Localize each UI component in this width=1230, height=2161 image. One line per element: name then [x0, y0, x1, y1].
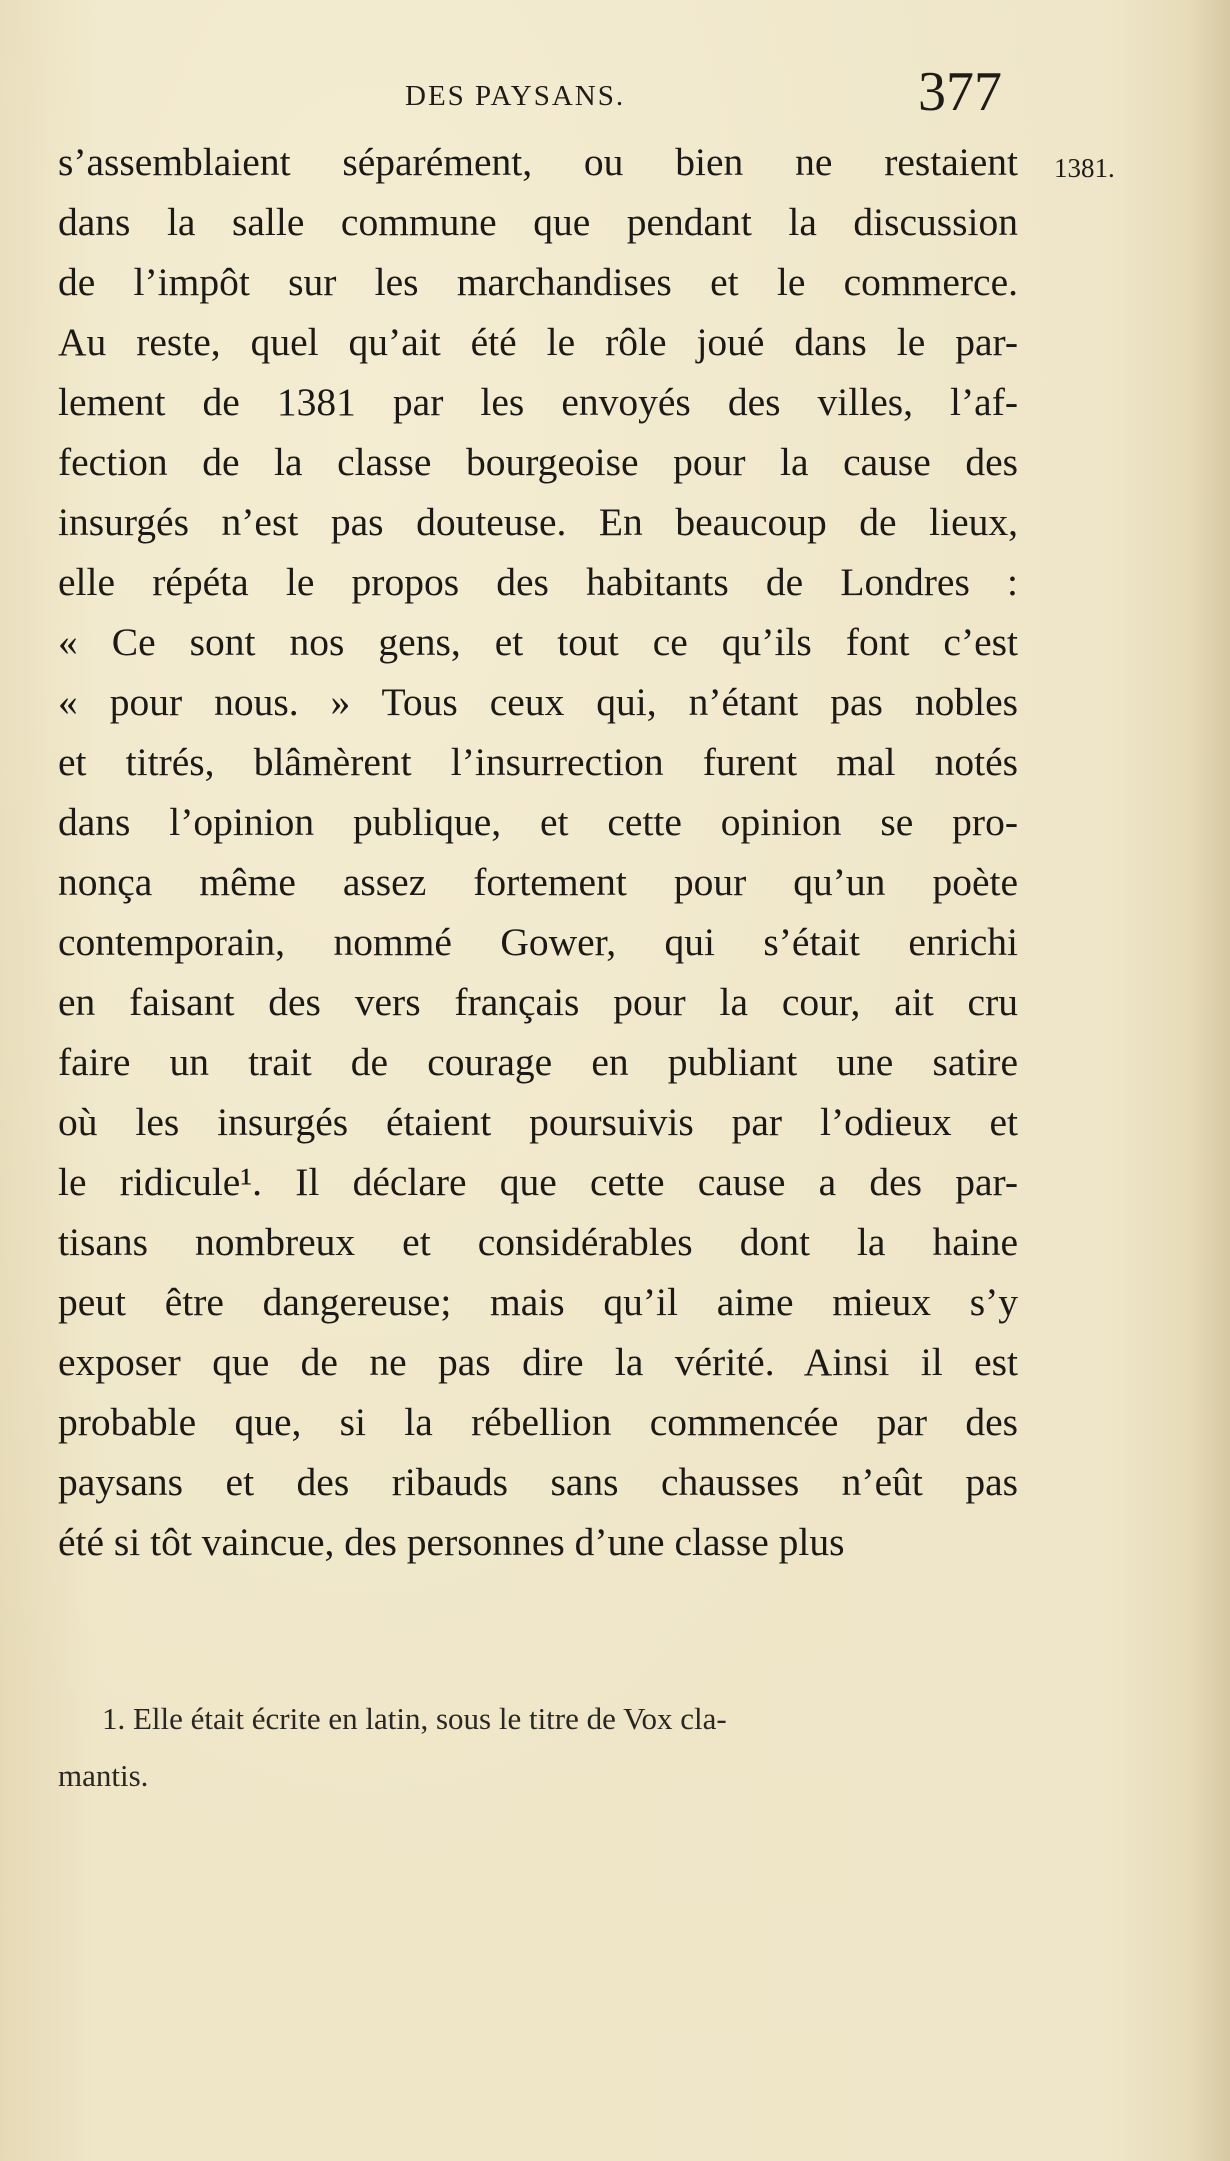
margin-date-note: 1381. [1054, 153, 1115, 183]
page-edge-shadow [1190, 0, 1230, 2161]
text-line: « Ce sont nos gens, et tout ce qu’ils font c’est [58, 620, 1018, 664]
text-line: s’assemblaient séparément, ou bien ne restaient [58, 140, 1018, 184]
text-line: insurgés n’est pas douteuse. En beaucoup de lieux, [58, 500, 1018, 544]
text-line: lement de 1381 par les envoyés des villes, l’af- [58, 380, 1018, 424]
text-line: dans la salle commune que pendant la discussion [58, 200, 1018, 244]
footnote-line: 1. Elle était écrite en latin, sous le titre de Vox cla- [102, 1701, 727, 1736]
text-line: faire un trait de courage en publiant une satire [58, 1040, 1018, 1084]
text-line: peut être dangereuse; mais qu’il aime mieux s’y [58, 1280, 1018, 1324]
text-line: probable que, si la rébellion commencée par des [58, 1400, 1018, 1444]
text-line: fection de la classe bourgeoise pour la cause des [58, 440, 1018, 484]
text-line: et titrés, blâmèrent l’insurrection furent mal notés [58, 740, 1018, 784]
text-line: tisans nombreux et considérables dont la haine [58, 1220, 1018, 1264]
footnote [58, 1690, 1018, 1804]
body-text [58, 132, 1018, 1572]
text-line: contemporain, nommé Gower, qui s’était enrichi [58, 920, 1018, 964]
text-line: Au reste, quel qu’ait été le rôle joué dans le par- [58, 320, 1018, 364]
text-line: le ridicule¹. Il déclare que cette cause a des par- [58, 1160, 1018, 1204]
text-line: elle répéta le propos des habitants de Londres : [58, 560, 1018, 604]
text-line: été si tôt vaincue, des personnes d’une classe plus [58, 1520, 845, 1564]
text-line: « pour nous. » Tous ceux qui, n’étant pas nobles [58, 680, 1018, 724]
running-title: DES PAYSANS. [405, 80, 626, 112]
text-line: où les insurgés étaient poursuivis par l’odieux et [58, 1100, 1018, 1144]
text-line: paysans et des ribauds sans chausses n’eût pas [58, 1460, 1018, 1504]
text-line: dans l’opinion publique, et cette opinion se pro- [58, 800, 1018, 844]
footnote-line: mantis. [58, 1758, 149, 1793]
page-number: 377 [918, 61, 1002, 123]
text-line: de l’impôt sur les marchandises et le commerce. [58, 260, 1018, 304]
text-line: en faisant des vers français pour la cour, ait cru [58, 980, 1018, 1024]
text-line: nonça même assez fortement pour qu’un poète [58, 860, 1018, 904]
text-line: exposer que de ne pas dire la vérité. Ainsi il est [58, 1340, 1018, 1384]
